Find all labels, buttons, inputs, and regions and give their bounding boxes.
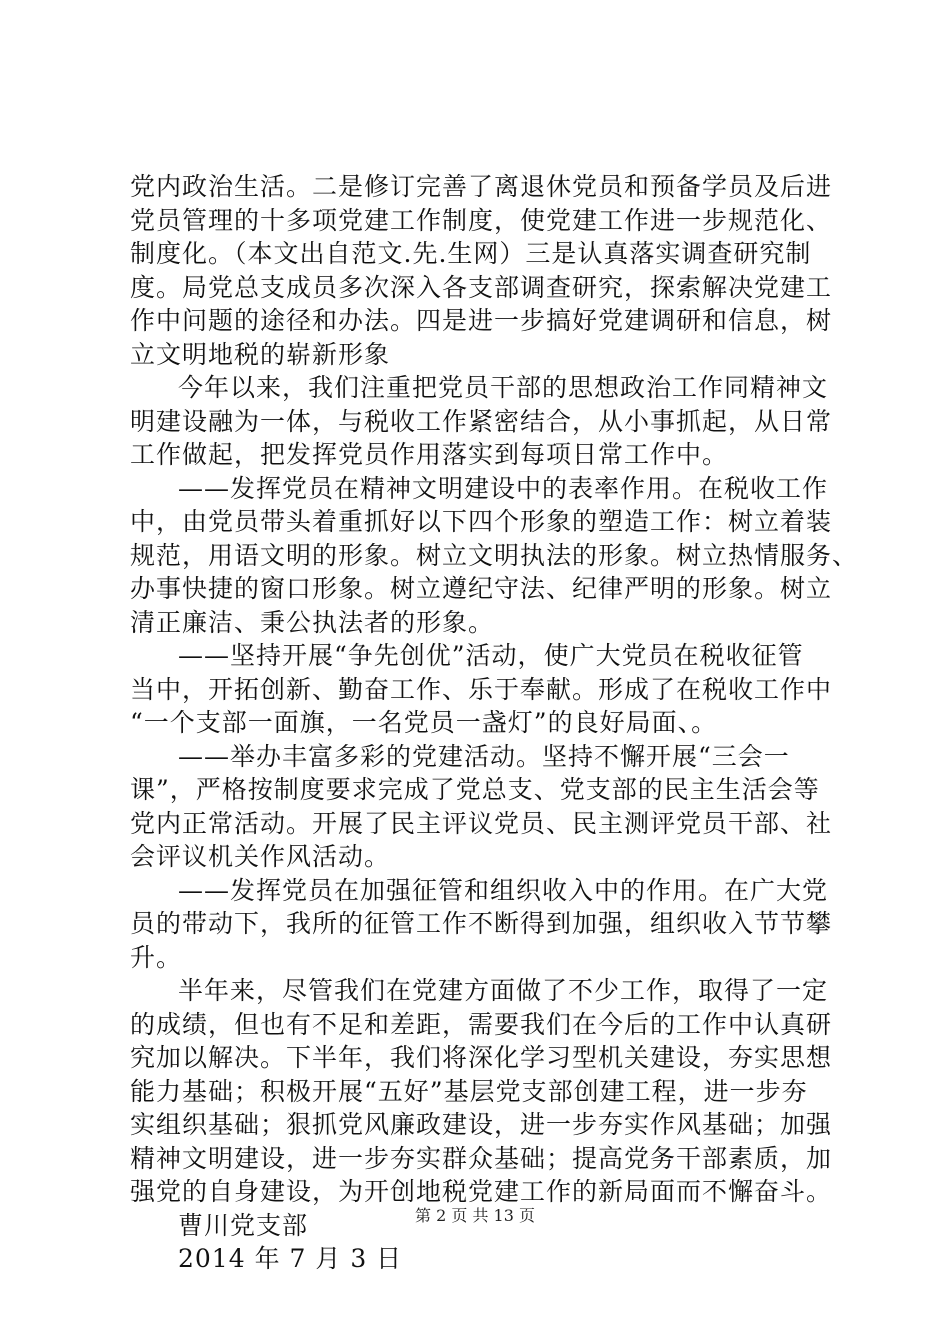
text-line: 今年以来，我们注重把党员干部的思想政治工作同精神文 <box>178 373 829 402</box>
text-line: 党内正常活动。开展了民主评议党员、民主测评党员干部、社 <box>130 808 833 838</box>
text-line: ——坚持开展“争先创优”活动，使广大党员在税收征管 <box>178 641 804 670</box>
text-line: 中，由党员带头着重抓好以下四个形象的塑造工作：树立着装 <box>130 507 833 536</box>
text-line: 办事快捷的窗口形象。树立遵纪守法、纪律严明的形象。树立 <box>130 574 833 603</box>
text-line: 精神文明建设，进一步夯实群众基础；提高党务干部素质，加 <box>130 1143 833 1173</box>
text-line: 明建设融为一体，与税收工作紧密结合，从小事抓起，从日常 <box>130 406 833 436</box>
text-line: 清正廉洁、秉公执法者的形象。 <box>130 607 495 637</box>
text-line: 曹川党支部 <box>178 1210 309 1240</box>
text-line: 实组织基础；狠抓党风廉政建设，进一步夯实作风基础；加强 <box>130 1110 833 1139</box>
text-line: 究加以解决。下半年，我们将深化学习型机关建设，夯实思想 <box>130 1043 833 1072</box>
text-line: 党内政治生活。二是修订完善了离退休党员和预备学员及后进 <box>130 172 833 201</box>
text-line: 升。 <box>130 942 183 972</box>
text-line: 作中问题的途径和办法。四是进一步搞好党建调研和信息，树 <box>130 306 833 335</box>
text-line: 会评议机关作风活动。 <box>130 842 391 871</box>
text-line: 员的带动下，我所的征管工作不断得到加强，组织收入节节攀 <box>130 909 833 938</box>
text-line: 制度化。（本文出自范文.先.生网）三是认真落实调查研究制 <box>130 239 812 268</box>
page-number-footer: 第 2 页 共 13 页 <box>415 1206 535 1225</box>
text-line: 工作做起，把发挥党员作用落实到每项日常工作中。 <box>130 440 729 469</box>
text-line: 当中，开拓创新、勤奋工作、乐于奉献。形成了在税收工作中 <box>130 674 833 704</box>
text-line: “一个支部一面旗，一名党员一盏灯”的良好局面、。 <box>130 708 718 737</box>
text-line: 的成绩，但也有不足和差距，需要我们在今后的工作中认真研 <box>130 1009 833 1039</box>
text-line: ——发挥党员在精神文明建设中的表率作用。在税收工作 <box>178 473 829 503</box>
text-line: ——举办丰富多彩的党建活动。坚持不懈开展“三会一 <box>178 741 790 771</box>
text-line: 强党的自身建设，为开创地税党建工作的新局面而不懈奋斗。 <box>130 1177 833 1206</box>
text-line: 课”，严格按制度要求完成了党总支、党支部的民主生活会等 <box>130 775 820 804</box>
text-line: ——发挥党员在加强征管和组织收入中的作用。在广大党 <box>178 875 829 905</box>
text-line: 规范，用语文明的形象。树立文明执法的形象。树立热情服务、 <box>130 540 859 570</box>
text-line: 2014 年 7 月 3 日 <box>178 1244 403 1273</box>
text-line: 党员管理的十多项党建工作制度，使党建工作进一步规范化、 <box>130 205 833 235</box>
text-line: 立文明地税的崭新形象 <box>130 339 391 369</box>
text-line: 度。局党总支成员多次深入各支部调查研究，探索解决党建工 <box>130 272 833 302</box>
document-body <box>130 170 859 1276</box>
text-line: 半年来，尽管我们在党建方面做了不少工作，取得了一定 <box>178 976 829 1005</box>
text-line: 能力基础；积极开展“五好”基层党支部创建工程，进一步夯 <box>130 1076 808 1106</box>
